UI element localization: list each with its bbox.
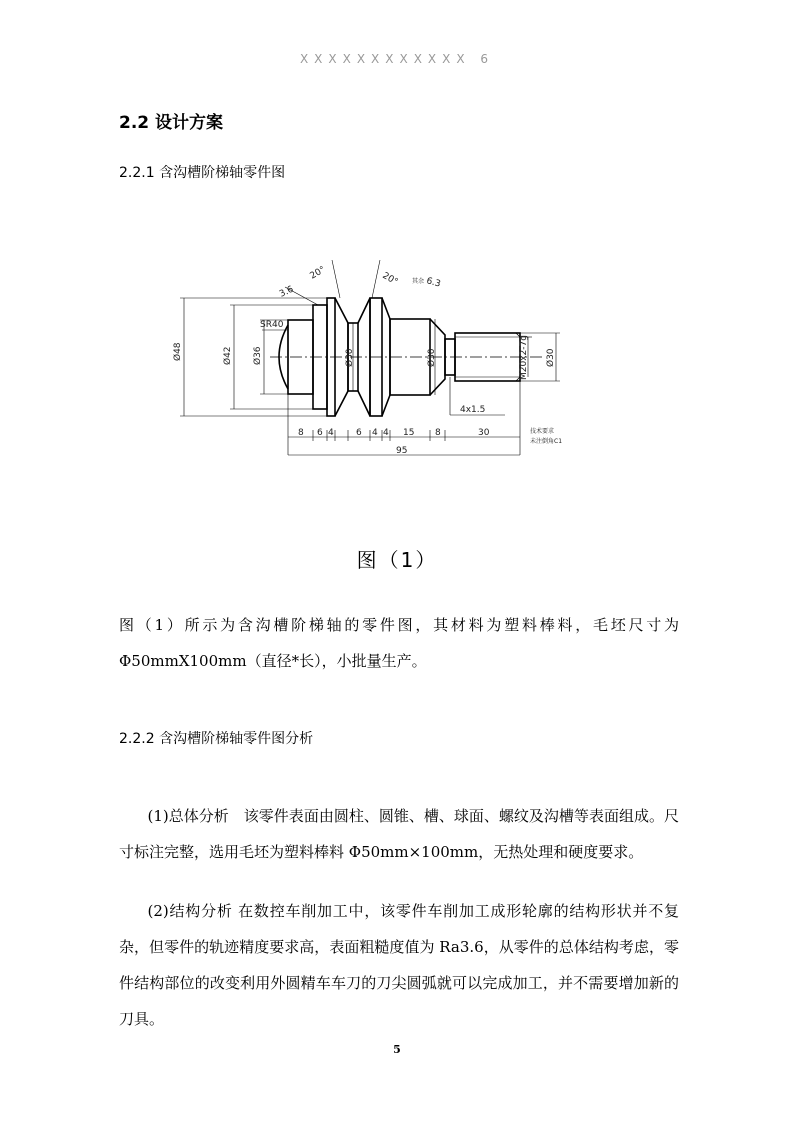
label-groove: 4x1.5 (460, 405, 486, 415)
label-d30-c: Ø30 (546, 348, 556, 367)
label-d42: Ø42 (223, 346, 233, 365)
figure-caption: 图（1） (356, 548, 438, 572)
label-seg-4c: 4 (383, 428, 389, 438)
label-roughness-note: 其余 (412, 278, 425, 285)
label-seg-8b: 8 (435, 428, 441, 438)
label-seg-15: 15 (403, 428, 415, 438)
note-line-1: 技术要求 (530, 428, 555, 435)
part-drawing (160, 255, 600, 470)
label-d30-a: Ø30 (345, 348, 355, 367)
label-seg-4b: 4 (372, 428, 378, 438)
label-seg-6a: 6 (317, 428, 323, 438)
subsection-heading-2: 2.2.2 含沟槽阶梯轴零件图分析 (119, 731, 314, 747)
subsection-heading-1: 2.2.1 含沟槽阶梯轴零件图 (119, 165, 286, 181)
label-thread: M20x2-7g (519, 335, 529, 380)
section-heading: 2.2 设计方案 (119, 113, 224, 133)
page-number: 5 (393, 1043, 401, 1056)
page-header: XXXXXXXXXXXX 6 (299, 52, 495, 66)
label-chamfer: 3.6 (278, 284, 296, 300)
label-seg-30: 30 (478, 428, 490, 438)
label-d48: Ø48 (173, 342, 183, 361)
label-angle-a: 20° (308, 264, 328, 282)
note-line-2: 未注倒角C1 (530, 438, 563, 445)
label-seg-6b: 6 (356, 428, 362, 438)
paragraph-2: (1)总体分析 该零件表面由圆柱、圆锥、槽、球面、螺纹及沟槽等表面组成。尺寸标注完整，选用毛坯为塑料棒料 Φ50mm×100mm，无热处理和硬度要求。 (119, 807, 679, 861)
label-d30-b: Ø30 (427, 348, 437, 367)
label-total: 95 (396, 446, 408, 456)
label-seg-4a: 4 (328, 428, 334, 438)
paragraph-3: (2)结构分析 在数控车削加工中，该零件车削加工成形轮廓的结构形状并不复杂，但零件的轨迹精度要求高，表面粗糙度值为 Ra3.6，从零件的总体结构考虑，零件结构部位的改变利用外圆精车车刀的刀尖圆弧就可以完成加工，并不需要增加新的刀具。 (119, 902, 679, 1028)
label-sr40: SR40 (260, 320, 284, 330)
paragraph-1: 图（1）所示为含沟槽阶梯轴的零件图，其材料为塑料棒料，毛坯尺寸为Φ50mmX100mm（直径*长），小批量生产。 (119, 616, 679, 670)
label-angle-b: 20° (380, 270, 400, 288)
label-roughness: 6.3 (425, 276, 442, 290)
label-seg-8: 8 (298, 428, 304, 438)
label-d36: Ø36 (253, 346, 263, 365)
